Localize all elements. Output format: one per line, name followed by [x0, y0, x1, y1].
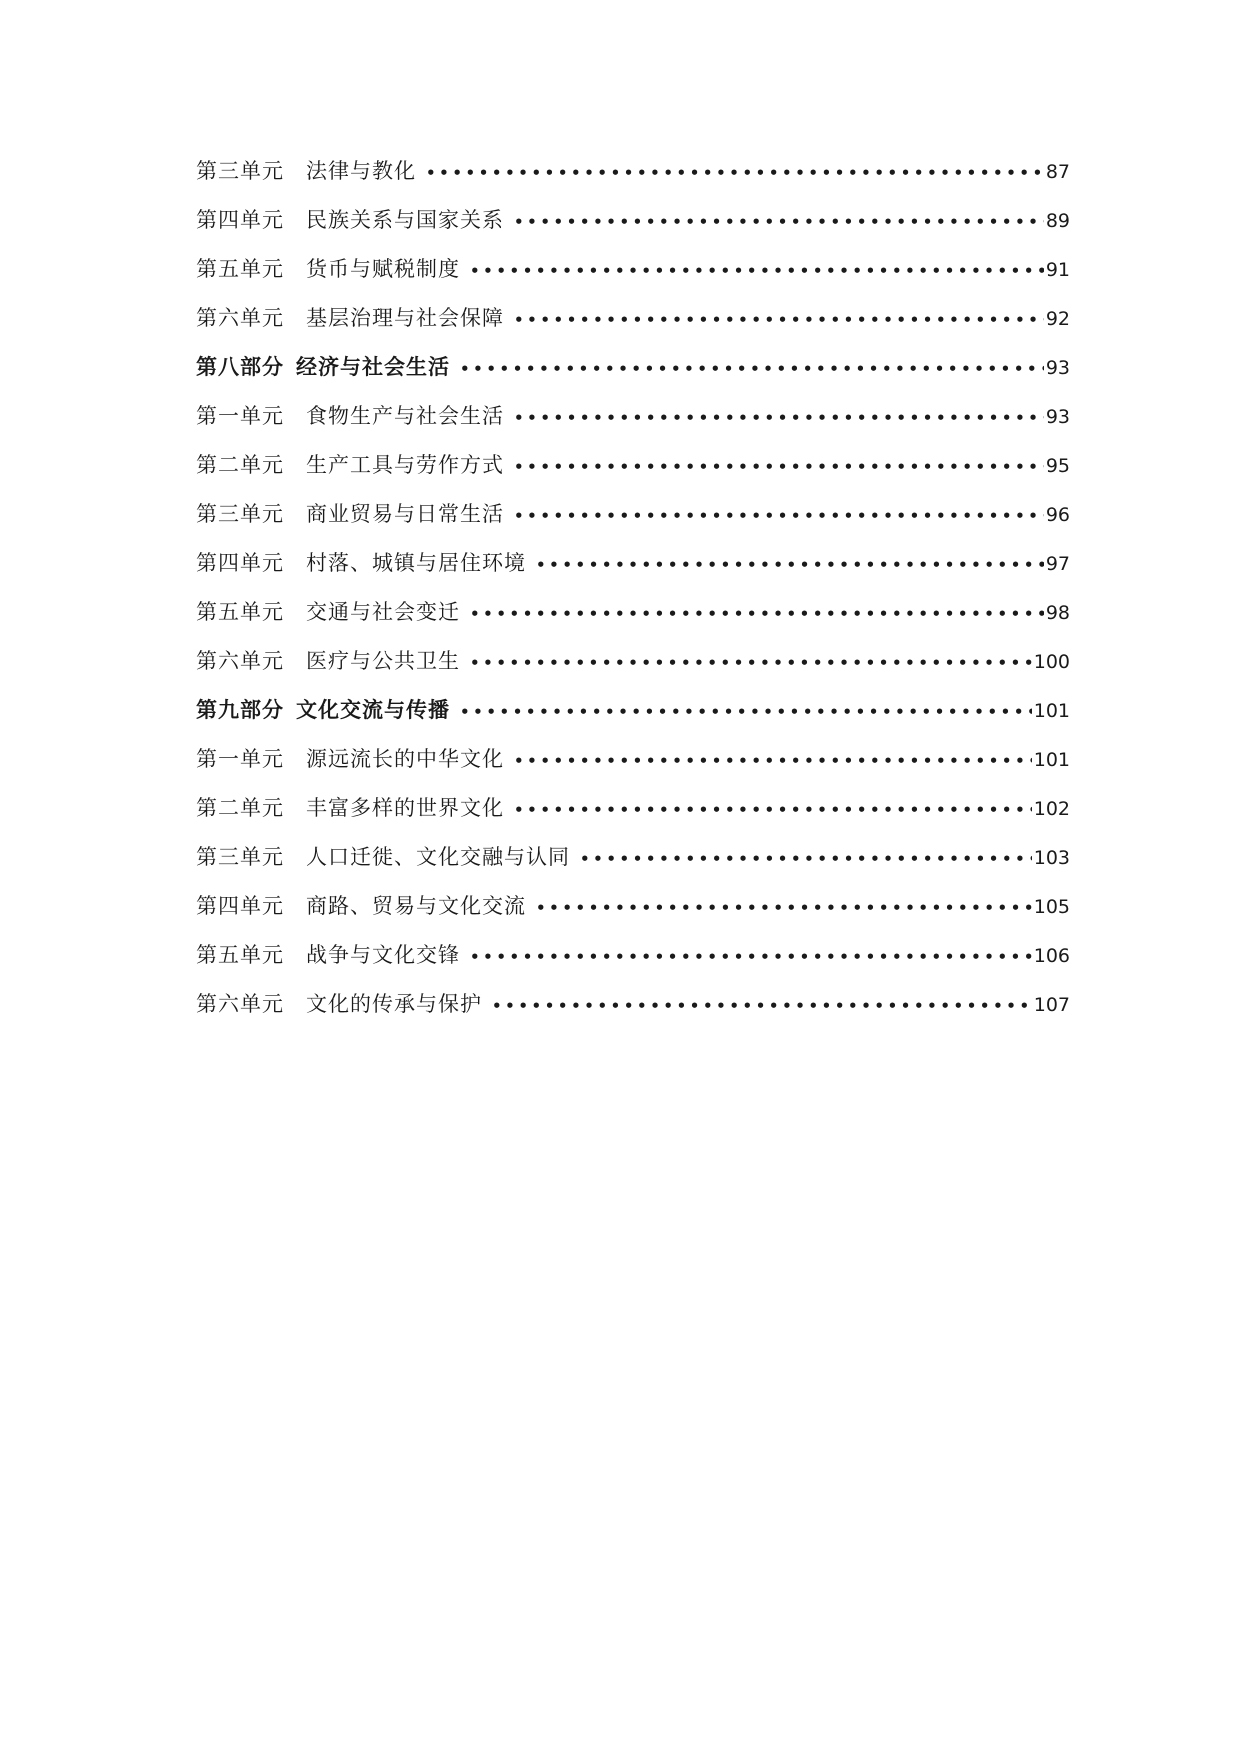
toc-entry[interactable]	[196, 449, 1070, 498]
toc-entry-title: 民族关系与国家关系	[306, 208, 504, 232]
toc-entry[interactable]	[196, 988, 1070, 1037]
toc-entry-page-number: 91	[1045, 259, 1070, 281]
toc-part-heading[interactable]	[196, 694, 1070, 743]
toc-entry-unit: 第六单元	[196, 992, 284, 1016]
toc-entry-unit: 第二单元	[196, 453, 284, 477]
toc-entry[interactable]	[196, 743, 1070, 792]
toc-entry[interactable]	[196, 498, 1070, 547]
toc-entry[interactable]	[196, 596, 1070, 645]
toc-part-label: 第八部分	[196, 355, 284, 379]
toc-dot-leader	[536, 899, 1032, 917]
toc-entry-title: 商路、贸易与文化交流	[306, 894, 526, 918]
toc-entry[interactable]	[196, 547, 1070, 596]
toc-entry-page-number: 87	[1045, 161, 1070, 183]
toc-entry-title: 货币与赋税制度	[306, 257, 460, 281]
toc-entry-page-number: 101	[1033, 700, 1070, 722]
toc-entry-unit: 第三单元	[196, 845, 284, 869]
toc-part-title: 经济与社会生活	[296, 355, 450, 379]
toc-entry-unit: 第四单元	[196, 551, 284, 575]
toc-entry-page-number: 100	[1033, 651, 1070, 673]
toc-entry-page-number: 102	[1033, 798, 1070, 820]
toc-entry-title: 人口迁徙、文化交融与认同	[306, 845, 570, 869]
toc-dot-leader	[460, 703, 1032, 721]
toc-entry[interactable]	[196, 204, 1070, 253]
toc-dot-leader	[470, 948, 1032, 966]
toc-entry-page-number: 106	[1033, 945, 1070, 967]
toc-dot-leader	[536, 556, 1044, 574]
toc-entry-unit: 第一单元	[196, 747, 284, 771]
toc-dot-leader	[580, 850, 1032, 868]
toc-entry[interactable]	[196, 841, 1070, 890]
toc-entry-unit: 第一单元	[196, 404, 284, 428]
toc-entry[interactable]	[196, 253, 1070, 302]
toc-entry[interactable]	[196, 645, 1070, 694]
toc-entry-title: 基层治理与社会保障	[306, 306, 504, 330]
toc-dot-leader	[514, 801, 1032, 819]
toc-entry-page-number: 103	[1033, 847, 1070, 869]
toc-part-label: 第九部分	[196, 698, 284, 722]
toc-entry-unit: 第三单元	[196, 502, 284, 526]
toc-entry-title: 商业贸易与日常生活	[306, 502, 504, 526]
toc-entry-page-number: 96	[1045, 504, 1070, 526]
toc-dot-leader	[460, 360, 1044, 378]
toc-dot-leader	[514, 409, 1044, 427]
toc-dot-leader	[514, 752, 1032, 770]
toc-part-heading[interactable]	[196, 351, 1070, 400]
toc-entry-page-number: 93	[1045, 406, 1070, 428]
toc-entry-title: 交通与社会变迁	[306, 600, 460, 624]
toc-entry[interactable]	[196, 400, 1070, 449]
toc-entry-unit: 第二单元	[196, 796, 284, 820]
toc-dot-leader	[514, 213, 1044, 231]
toc-dot-leader	[426, 164, 1044, 182]
toc-entry-unit: 第五单元	[196, 257, 284, 281]
toc-entry[interactable]	[196, 890, 1070, 939]
toc-dot-leader	[470, 654, 1032, 672]
toc-entry-page-number: 107	[1033, 994, 1070, 1016]
toc-entry-title: 村落、城镇与居住环境	[306, 551, 526, 575]
toc-entry-title: 源远流长的中华文化	[306, 747, 504, 771]
toc-entry-page-number: 105	[1033, 896, 1070, 918]
toc-dot-leader	[514, 311, 1044, 329]
toc-entry-unit: 第四单元	[196, 208, 284, 232]
toc-entry-unit: 第四单元	[196, 894, 284, 918]
toc-entry[interactable]	[196, 155, 1070, 204]
toc-entry-title: 丰富多样的世界文化	[306, 796, 504, 820]
toc-dot-leader	[470, 262, 1044, 280]
toc-entry[interactable]	[196, 939, 1070, 988]
toc-entry-title: 生产工具与劳作方式	[306, 453, 504, 477]
toc-entry-title: 食物生产与社会生活	[306, 404, 504, 428]
toc-entry-title: 文化的传承与保护	[306, 992, 482, 1016]
toc-entry-unit: 第三单元	[196, 159, 284, 183]
toc-entry-page-number: 92	[1045, 308, 1070, 330]
toc-entry-unit: 第六单元	[196, 649, 284, 673]
toc-entry-page-number: 97	[1045, 553, 1070, 575]
toc-dot-leader	[514, 458, 1044, 476]
toc-dot-leader	[514, 507, 1044, 525]
toc-entry[interactable]	[196, 792, 1070, 841]
toc-entry-page-number: 95	[1045, 455, 1070, 477]
toc-entry-unit: 第六单元	[196, 306, 284, 330]
toc-entry-page-number: 101	[1033, 749, 1070, 771]
toc-entry-unit: 第五单元	[196, 943, 284, 967]
toc-entry-page-number: 93	[1045, 357, 1070, 379]
toc-entry[interactable]	[196, 302, 1070, 351]
toc-dot-leader	[470, 605, 1044, 623]
toc-entry-page-number: 98	[1045, 602, 1070, 624]
toc-entry-title: 医疗与公共卫生	[306, 649, 460, 673]
toc-entry-title: 战争与文化交锋	[306, 943, 460, 967]
toc-entry-page-number: 89	[1045, 210, 1070, 232]
toc-entry-title: 法律与教化	[306, 159, 416, 183]
toc-dot-leader	[492, 997, 1032, 1015]
toc-entry-unit: 第五单元	[196, 600, 284, 624]
table-of-contents	[196, 155, 1070, 1037]
toc-part-title: 文化交流与传播	[296, 698, 450, 722]
